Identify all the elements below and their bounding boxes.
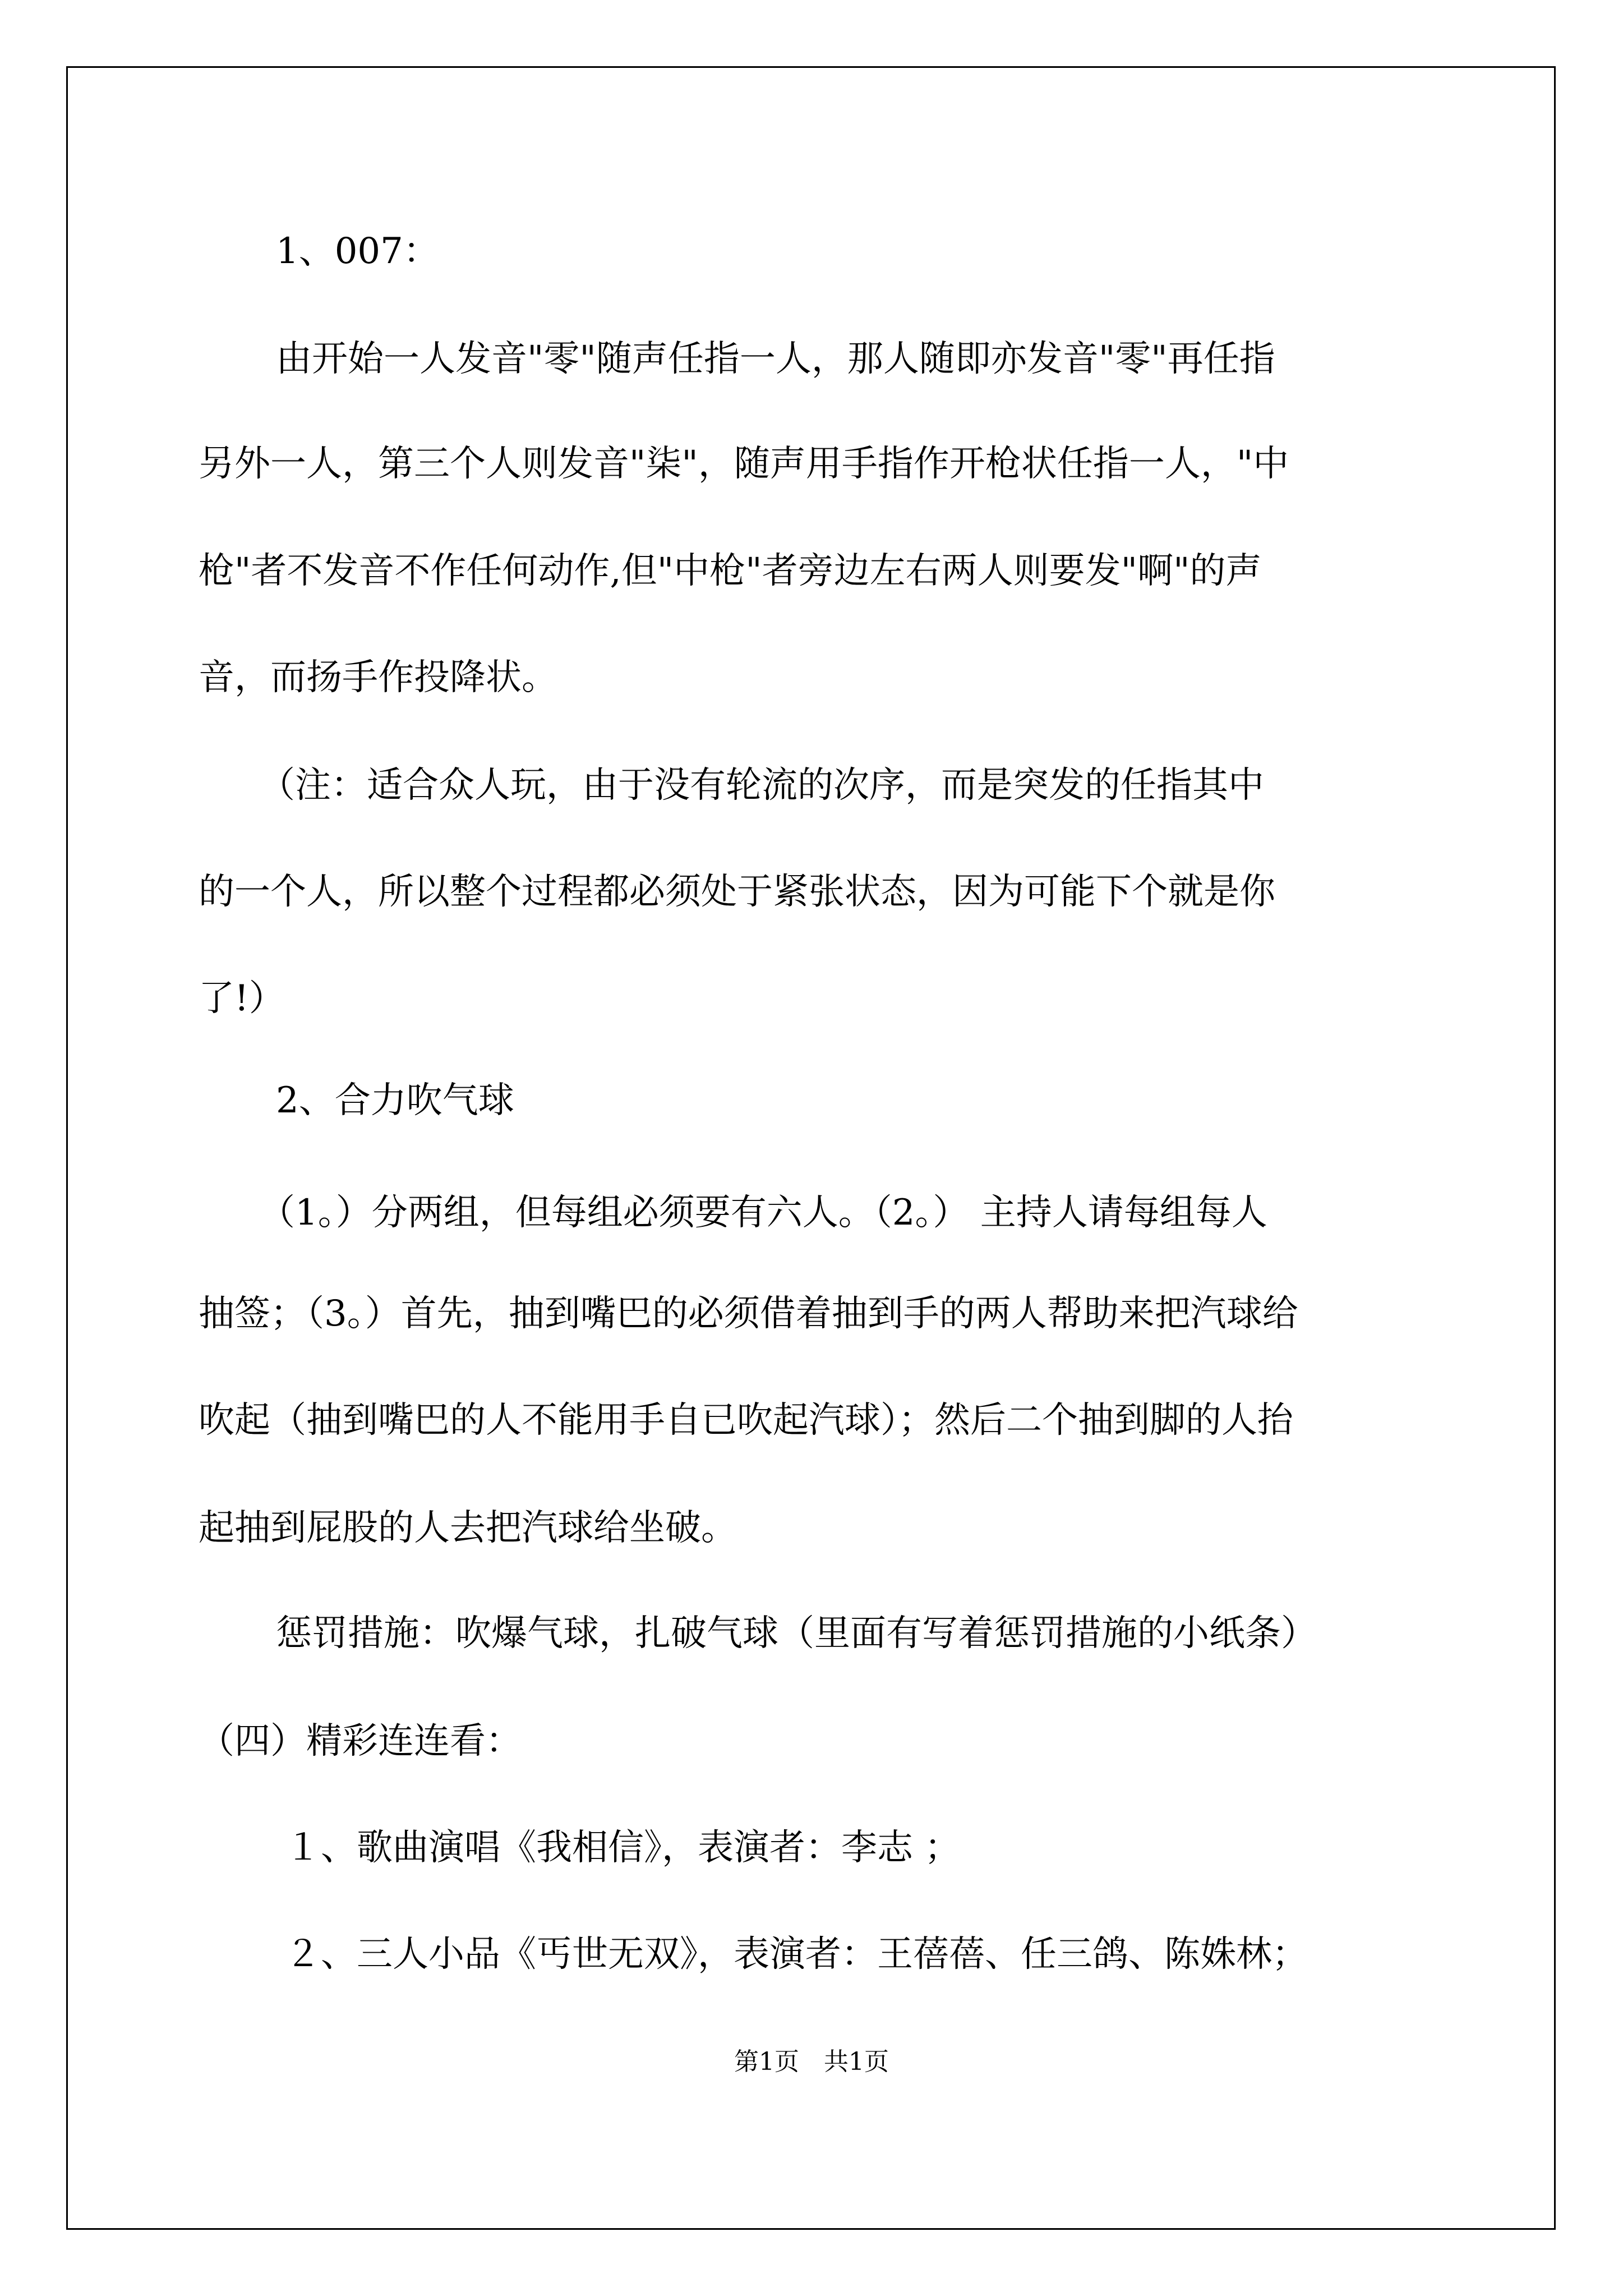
note-line: 了!） xyxy=(199,978,285,1019)
paragraph-line: 枪"者不发音不作任何动作,但"中枪"者旁边左右两人则要发"啊"的声 xyxy=(199,550,1262,592)
paragraph-line: 由开始一人发音"零"随声任指一人，那人随即亦发音"零"再任指 xyxy=(276,338,1275,380)
heading-balloon-game: 2、合力吹气球 xyxy=(276,1080,514,1121)
note-line: 的一个人，所以整个过程都必须处于紧张状态，因为可能下个就是你 xyxy=(199,871,1275,913)
heading-007: 1、007： xyxy=(276,231,439,272)
paragraph-line: （1。）分两组，但每组必须要有六人。（2。） 主持人请每组每人 xyxy=(259,1192,1267,1234)
program-item: ２、三人小品《丐世无双》，表演者：王蓓蓓、任三鸽、陈姝林； xyxy=(285,1934,1308,1975)
note-line: （注：适合众人玩，由于没有轮流的次序，而是突发的任指其中 xyxy=(259,765,1264,806)
program-item: １、歌曲演唱《我相信》，表演者：李志 ； xyxy=(285,1827,961,1869)
section-heading: （四）精彩连连看： xyxy=(199,1720,522,1762)
page-footer: 第1页 共1页 xyxy=(734,2047,889,2076)
penalty-line: 惩罚措施：吹爆气球，扎破气球（里面有写着惩罚措施的小纸条） xyxy=(276,1613,1317,1654)
paragraph-line: 抽签；（3。）首先，抽到嘴巴的必须借着抽到手的两人帮助来把汽球给 xyxy=(199,1293,1298,1335)
paragraph-line: 另外一人，第三个人则发音"柒"，随声用手指作开枪状任指一人，"中 xyxy=(199,443,1289,485)
page-border xyxy=(66,66,1556,2230)
paragraph-line: 起抽到屁股的人去把汽球给坐破。 xyxy=(199,1507,737,1549)
paragraph-line: 吹起（抽到嘴巴的人不能用手自已吹起汽球）；然后二个抽到脚的人抬 xyxy=(199,1400,1293,1441)
paragraph-line: 音，而扬手作投降状。 xyxy=(199,657,557,698)
